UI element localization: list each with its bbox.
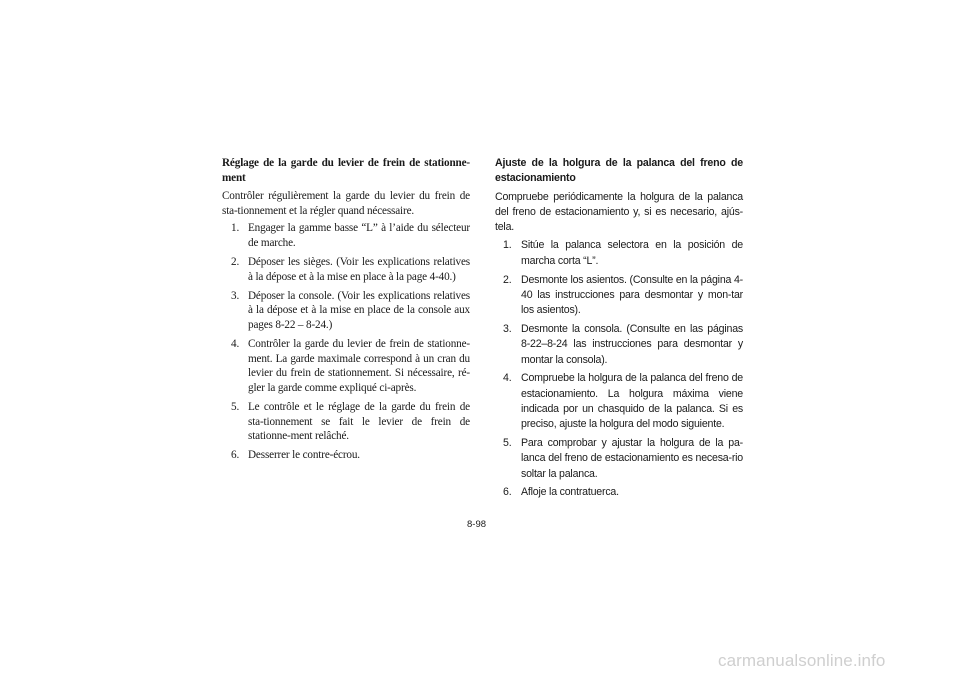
step-number: 3. [503, 322, 512, 335]
step-text: Desmonte los asientos. (Consulte en la página 4-40 las instrucciones para desmontar y mon-tar los asientos). [521, 273, 743, 317]
french-step-3 [222, 289, 470, 333]
french-intro: Contrôler régulièrement la garde du levier du frein de sta-tionnement et la régler quand nécessaire. [222, 190, 470, 217]
step-number: 5. [503, 437, 512, 450]
step-number: 1. [231, 222, 240, 235]
step-text: Le contrôle et le réglage de la garde du frein de sta-tionnement se fait le levier de frein de stationne-ment relâché. [248, 400, 470, 443]
spanish-step-6 [495, 485, 743, 500]
french-heading: Réglage de la garde du levier de frein de stationne-ment [222, 157, 470, 184]
spanish-heading: Ajuste de la holgura de la palanca del freno de estacionamiento [495, 157, 743, 185]
spanish-steps-list [495, 238, 743, 500]
step-text: Afloje la contratuerca. [521, 486, 619, 499]
step-text: Desserrer le contre-écrou. [248, 449, 360, 462]
spanish-step-4 [495, 371, 743, 432]
step-text: Engager la gamme basse “L” à l’aide du sélecteur de marche. [248, 222, 470, 249]
watermark: carmanualsonline.info [718, 651, 886, 670]
spanish-step-5 [495, 436, 743, 482]
french-step-5 [222, 400, 470, 444]
step-text: Contrôler la garde du levier de frein de stationne-ment. La garde maximale correspond à un cran du levier du frein de stationnement. Si nécessaire, ré-gler la garde comme expliqué ci-après. [248, 338, 470, 394]
spanish-column [495, 156, 743, 504]
french-step-1 [222, 221, 470, 250]
french-step-6 [222, 448, 470, 463]
french-column [222, 156, 470, 467]
french-step-2 [222, 255, 470, 284]
step-number: 6. [231, 449, 240, 462]
step-number: 2. [231, 256, 240, 269]
spanish-step-2 [495, 273, 743, 319]
page-number: 8-98 [467, 519, 487, 530]
french-step-4 [222, 337, 470, 395]
step-number: 5. [231, 400, 240, 413]
step-number: 4. [231, 338, 240, 351]
step-text: Déposer les sièges. (Voir les explications relatives à la dépose et à la mise en place à la page 4-40.) [248, 256, 470, 283]
step-text: Compruebe la holgura de la palanca del freno de estacionamiento. La holgura máxima viene indicada por un chasquido de la palanca. Si es preciso, ajuste la holgura del modo siguiente. [521, 372, 743, 431]
step-text: Desmonte la consola. (Consulte en las páginas 8-22–8-24 las instrucciones para desmontar y montar la consola). [521, 322, 743, 366]
step-number: 6. [503, 486, 512, 499]
step-number: 1. [503, 239, 512, 252]
step-number: 3. [231, 289, 240, 302]
spanish-intro: Compruebe periódicamente la holgura de la palanca del freno de estacionamiento y, si es necesario, ajús-tela. [495, 190, 743, 234]
step-text: Déposer la console. (Voir les explications relatives à la dépose et à la mise en place de la console aux pages 8-22 – 8-24.) [248, 289, 470, 331]
step-number: 4. [503, 372, 512, 385]
french-steps-list [222, 221, 470, 462]
spanish-step-3 [495, 322, 743, 368]
step-text: Para comprobar y ajustar la holgura de la pa-lanca del freno de estacionamiento es necesa-rio soltar la palanca. [521, 437, 743, 480]
step-number: 2. [503, 273, 512, 286]
spanish-step-1 [495, 238, 743, 269]
step-text: Sitúe la palanca selectora en la posición de marcha corta “L”. [521, 239, 743, 267]
